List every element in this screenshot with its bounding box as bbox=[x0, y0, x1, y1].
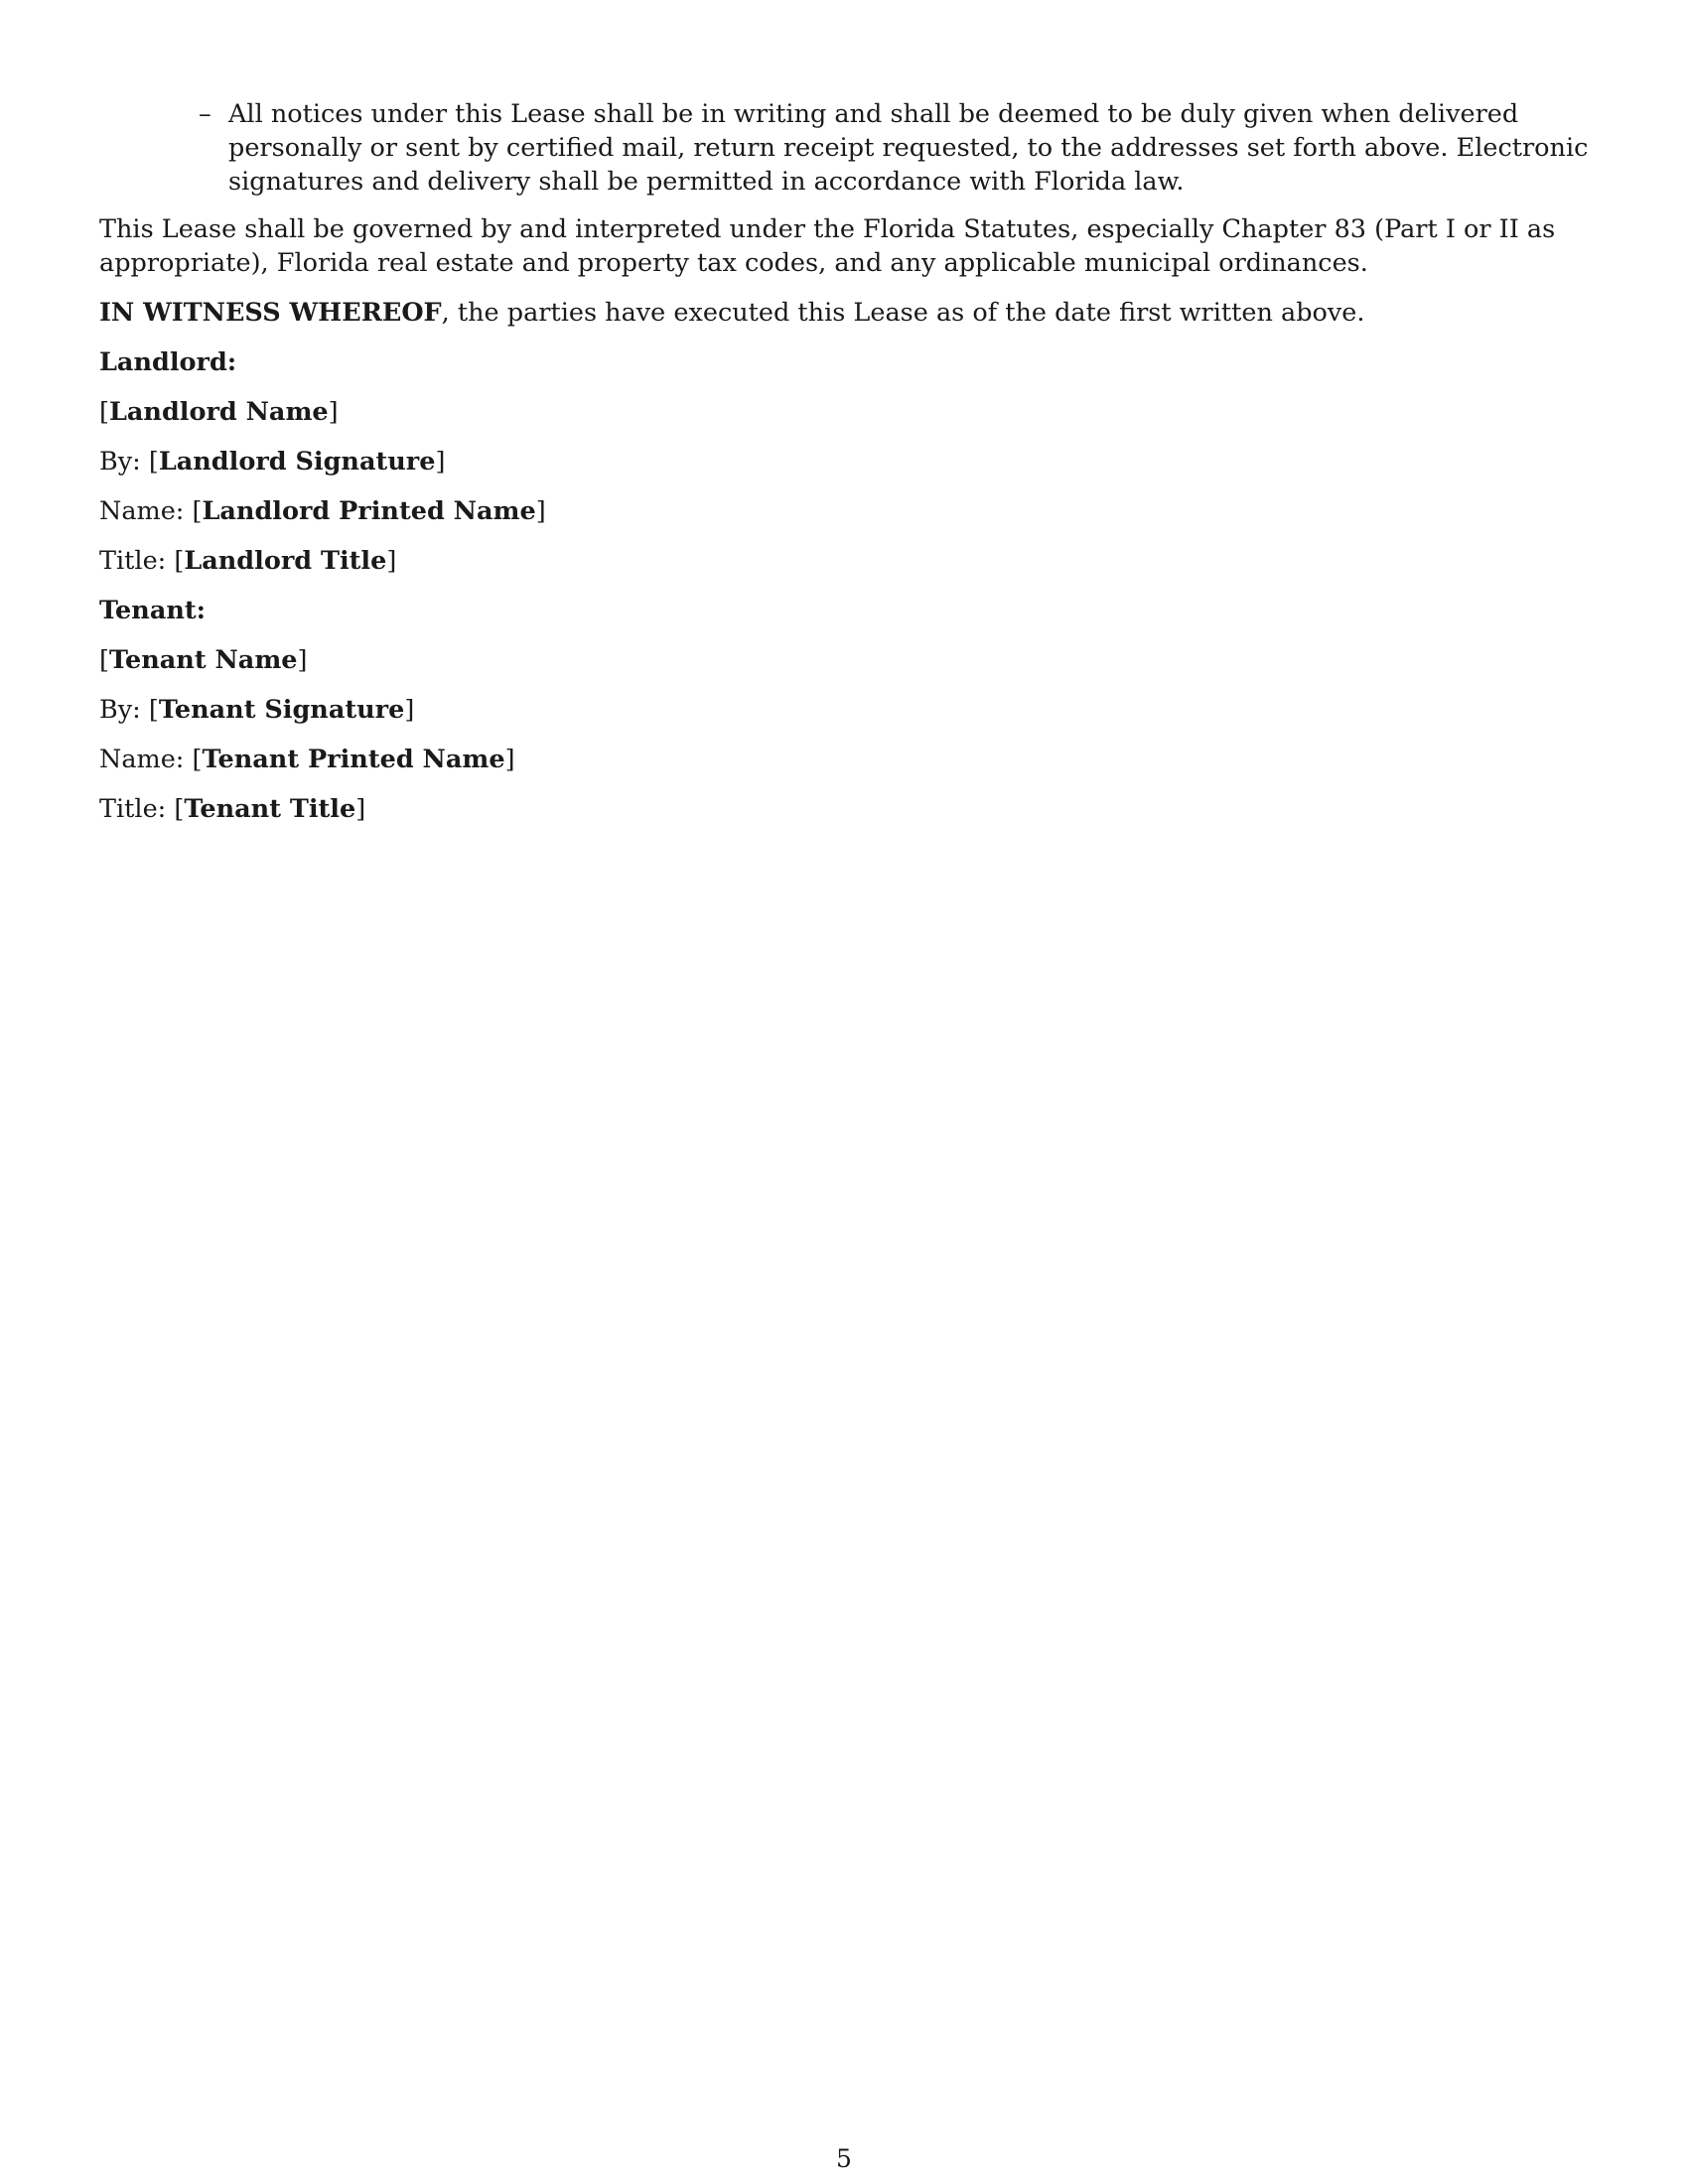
tenant-title-line: Title: [Tenant Title] bbox=[99, 794, 366, 824]
notices-clause: All notices under this Lease shall be in writing and shall be deemed to be duly given when delivered personally or sent by certified mail, return receipt requested, to the addresses set forth above. Electronic signatures and delivery shall be permitted in accordance with Florida law. bbox=[228, 99, 1589, 197]
tenant-printed-name-line: Name: [Tenant Printed Name] bbox=[99, 745, 515, 774]
tenant-heading: Tenant: bbox=[99, 596, 207, 625]
document-page bbox=[99, 97, 1594, 842]
witness-lead: IN WITNESS WHEREOF bbox=[99, 298, 442, 328]
tenant-by-line: By: [Tenant Signature] bbox=[99, 695, 415, 725]
landlord-title: Landlord Title bbox=[184, 546, 387, 576]
witness-paragraph bbox=[99, 296, 1594, 330]
notices-list-item bbox=[99, 97, 1594, 199]
landlord-by-line: By: [Landlord Signature] bbox=[99, 447, 446, 477]
landlord-printed-name: Landlord Printed Name bbox=[202, 496, 536, 526]
list-dash: – bbox=[199, 99, 211, 129]
witness-rest: , the parties have executed this Lease as of the date first written above. bbox=[441, 298, 1365, 328]
landlord-printed-name-line: Name: [Landlord Printed Name] bbox=[99, 496, 546, 526]
landlord-signature: Landlord Signature bbox=[158, 447, 436, 477]
tenant-name: Tenant Name bbox=[108, 645, 298, 675]
landlord-name-line: [Landlord Name] bbox=[99, 397, 339, 427]
tenant-name-line: [Tenant Name] bbox=[99, 645, 308, 675]
governing-law-paragraph: This Lease shall be governed by and interpreted under the Florida Statutes, especially Chapter 83 (Part I or II as appropriate), Florida real estate and property tax codes, and any applicable municipal ordinances. bbox=[99, 214, 1556, 278]
page-number: 5 bbox=[836, 2144, 852, 2173]
landlord-name: Landlord Name bbox=[108, 397, 329, 427]
tenant-title: Tenant Title bbox=[184, 794, 356, 824]
tenant-printed-name: Tenant Printed Name bbox=[202, 745, 505, 774]
landlord-heading: Landlord: bbox=[99, 347, 237, 377]
landlord-title-line: Title: [Landlord Title] bbox=[99, 546, 397, 576]
tenant-signature: Tenant Signature bbox=[158, 695, 405, 725]
